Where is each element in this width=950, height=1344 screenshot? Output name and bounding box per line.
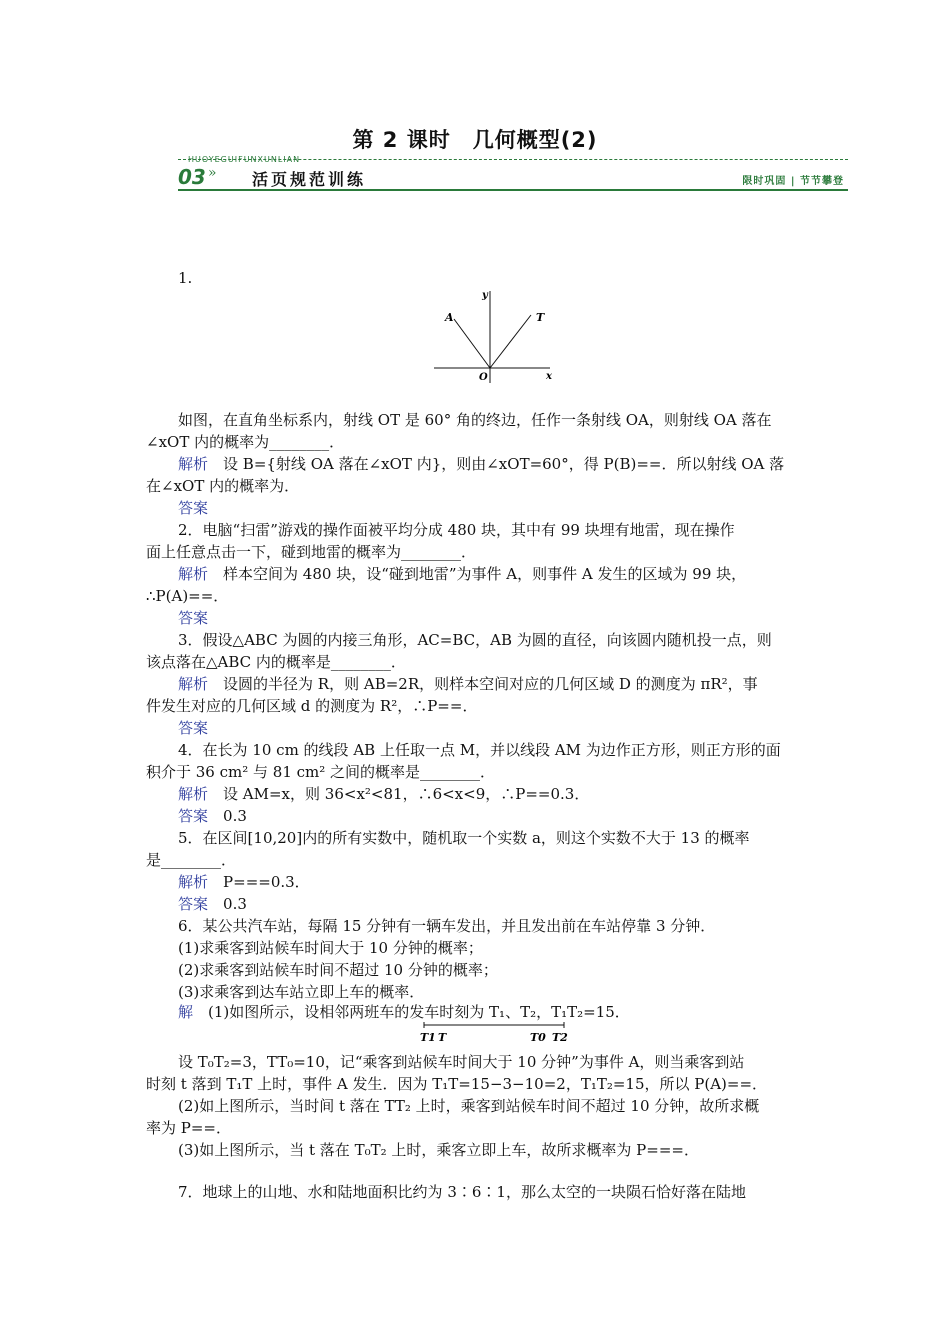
q3-solution-line2: 件发生对应的几何区域 d 的测度为 R²，∴P==．	[146, 697, 478, 715]
q3-stem-line2: 该点落在△ABC 内的概率是________．	[146, 653, 406, 671]
q7-stem-line1: 7．地球上的山地、水和陆地面积比约为 3∶6∶1，那么太空的一块陨石恰好落在陆地	[178, 1183, 746, 1201]
q5-stem-line1: 5．在区间[10,20]内的所有实数中，随机取一个实数 a，则这个实数不大于 13 的概率	[178, 829, 750, 847]
q6-solution-line2: 设 T₀T₂=3，TT₀=10，记“乘客到站候车时间大于 10 分钟”为事件 A，则当乘客到站	[178, 1053, 745, 1071]
label-t0: T0	[530, 1031, 546, 1044]
q2-solution-line1: 解析 样本空间为 480 块，设“碰到地雷”为事件 A，则事件 A 发生的区域为 99 块，	[178, 565, 747, 583]
label-y: y	[482, 290, 488, 301]
figure-ray-diagram	[430, 285, 560, 385]
section-banner	[178, 155, 848, 195]
daan-label: 答案	[178, 499, 209, 517]
q1-stem-line1: 如图，在直角坐标系内，射线 OT 是 60° 角的终边，任作一条射线 OA，则射线 OA 落在	[178, 411, 772, 429]
q6-part3: (3)求乘客到达车站立即上车的概率．	[178, 983, 425, 1001]
q6-solution-line1: 解 (1)如图所示，设相邻两班车的发车时刻为 T₁、T₂，T₁T₂=15．	[178, 1003, 630, 1021]
q1-solution-line1: 解析 设 B={射线 OA 落在∠xOT 内}，则由∠xOT=60°，得 P(B)==．所以射线 OA 落	[178, 455, 785, 473]
q1-stem-line2: ∠xOT 内的概率为________．	[146, 433, 345, 451]
q6-solution-line4: (2)如上图所示，当时间 t 落在 TT₂ 上时，乘客到站候车时间不超过 10 分钟，故所求概	[178, 1097, 760, 1115]
page-title: 第 2 课时 几何概型(2)	[352, 128, 598, 152]
q6-stem: 6．某公共汽车站，每隔 15 分钟有一辆车发出，并且发出前在车站停靠 3 分钟．	[178, 917, 716, 935]
ray-ot	[490, 315, 531, 368]
q1-answer	[178, 498, 208, 518]
label-t: T	[438, 1031, 447, 1044]
q3-solution-line1: 解析 设圆的半径为 R，则 AB=2R，则样本空间对应的几何区域 D 的测度为 πR²，事	[178, 675, 758, 693]
ray-oa	[454, 319, 490, 368]
banner-arrow-icon: »	[208, 165, 217, 181]
q5-answer: 答案 0.3	[178, 895, 247, 913]
q2-stem-line1: 2．电脑“扫雷”游戏的操作面被平均分成 480 块，其中有 99 块埋有地雷，现在操作	[178, 521, 735, 539]
label-o: O	[479, 372, 488, 383]
q2-stem-line2: 面上任意点击一下，碰到地雷的概率为________．	[146, 543, 477, 561]
q1-number: 1.	[178, 269, 193, 287]
q2-answer: 答案	[178, 609, 209, 627]
q6-part2: (2)求乘客到站候车时间不超过 10 分钟的概率；	[178, 961, 498, 979]
q3-answer: 答案	[178, 719, 209, 737]
q5-stem-line2: 是________．	[146, 851, 237, 869]
label-t2: T2	[552, 1031, 568, 1044]
banner-pinyin: HUOYEGUIFUNXUNLIAN	[188, 155, 301, 164]
q3-stem-line1: 3．假设△ABC 为圆的内接三角形，AC=BC，AB 为圆的直径，向该圆内随机投一点，则	[178, 631, 772, 649]
q1-solution-line2: 在∠xOT 内的概率为．	[146, 477, 300, 495]
banner-rule	[178, 189, 848, 191]
label-a: A	[445, 311, 454, 324]
label-t1: T1	[420, 1031, 436, 1044]
q6-part1: (1)求乘客到站候车时间大于 10 分钟的概率；	[178, 939, 483, 957]
q5-solution: 解析 P===0.3．	[178, 873, 310, 891]
figure-timeline	[418, 1022, 578, 1048]
label-x: x	[546, 371, 552, 382]
q2-solution-line2: ∴P(A)==．	[146, 587, 229, 605]
q4-stem-line2: 积介于 36 cm² 与 81 cm² 之间的概率是________．	[146, 763, 496, 781]
jiexi-label: 解析	[178, 455, 209, 473]
q6-solution-line3: 时刻 t 落到 T₁T 上时，事件 A 发生．因为 T₁T=15−3−10=2，T₁T₂=15，所以 P(A)==．	[146, 1075, 768, 1093]
q4-solution: 解析 设 AM=x，则 36<x²<81，∴6<x<9，∴P==0.3．	[178, 785, 590, 803]
q4-answer: 答案 0.3	[178, 807, 247, 825]
banner-name: 活页规范训练	[252, 170, 367, 189]
q4-stem-line1: 4．在长为 10 cm 的线段 AB 上任取一点 M，并以线段 AM 为边作正方形，则正方形的面	[178, 741, 781, 759]
banner-number: 03	[178, 165, 206, 189]
q6-solution-line6: (3)如上图所示，当 t 落在 T₀T₂ 上时，乘客立即上车，故所求概率为 P===．	[178, 1141, 699, 1159]
jie-label: 解	[178, 1003, 194, 1021]
banner-right-text: 限时巩固 | 节节攀登	[742, 176, 844, 187]
label-t: T	[536, 311, 545, 324]
q6-solution-line5: 率为 P==．	[146, 1119, 231, 1137]
